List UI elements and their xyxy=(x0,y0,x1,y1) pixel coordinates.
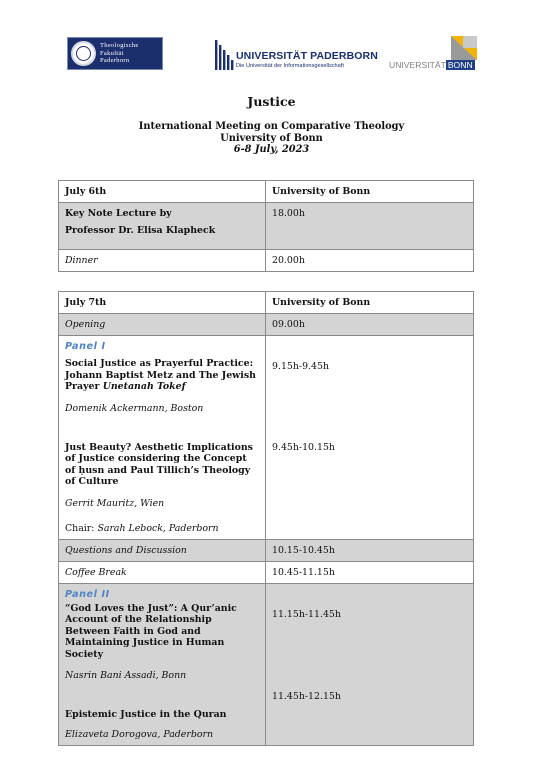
venue-header: University of Bonn xyxy=(266,181,474,203)
keynote-label: Key Note Lecture by xyxy=(65,208,172,219)
panel-1-label: Panel I xyxy=(65,341,106,352)
paderborn-university-logo xyxy=(212,38,378,73)
day-header: July 7th xyxy=(59,292,266,314)
table-header-row xyxy=(59,292,474,314)
table-row xyxy=(59,250,474,272)
keynote-cell xyxy=(59,203,266,250)
bonn-university-logo xyxy=(389,36,477,72)
panel-2-talk-2-time: 11.45h-12.15h xyxy=(272,690,341,702)
table-row xyxy=(59,583,474,745)
panel-1-talk-1-speaker: Domenik Ackermann, Boston xyxy=(65,402,204,414)
panel-2-times xyxy=(266,583,474,745)
paderborn-mark-icon xyxy=(212,38,234,72)
panel-2-talk-1-time: 11.15h-11.45h xyxy=(272,608,341,620)
panel-1-times xyxy=(266,336,474,540)
coffee-break-time: 10.45-11.15h xyxy=(266,561,474,583)
panel-2-talk-1-speaker: Nasrin Bani Assadi, Bonn xyxy=(65,670,187,681)
seal-icon xyxy=(71,41,96,66)
event-venue: University of Bonn xyxy=(220,132,323,144)
opening-time: 09.00h xyxy=(266,314,474,336)
opening-label: Opening xyxy=(59,314,266,336)
day-header: July 6th xyxy=(59,181,266,203)
schedule-day2-table xyxy=(58,291,474,746)
panel-2-cell xyxy=(59,583,266,745)
panel-1-talk-2-time: 9.45h-10.15h xyxy=(272,442,335,453)
event-name: International Meeting on Comparative Theology xyxy=(138,121,405,132)
page-title: Justice xyxy=(247,94,296,109)
dinner-label: Dinner xyxy=(59,250,266,272)
discussion-label: Questions and Discussion xyxy=(59,539,266,561)
panel-2-talk-2-speaker: Elizaveta Dorogova, Paderborn xyxy=(65,728,213,740)
panel-1-cell xyxy=(59,336,266,540)
theology-faculty-logo xyxy=(67,37,163,70)
table-row xyxy=(59,336,474,540)
theology-faculty-text: Theologische Fakultät Paderborn xyxy=(100,42,139,65)
table-row xyxy=(59,561,474,583)
panel-1-talk-1-time: 9.15h-9.45h xyxy=(272,361,329,372)
dinner-time: 20.00h xyxy=(266,250,474,272)
panel-1-talk-2-title: Just Beauty? Aesthetic Implications of Justice considering the Concept of ḥusn and Paul Tillich’s Theology of Culture xyxy=(65,441,253,487)
table-row xyxy=(59,314,474,336)
bonn-mark-icon xyxy=(451,36,477,60)
panel-2-talk-1-title: “God Loves the Just”: A Qur’anic Account of the Relationship Between Faith in God and Maintaining Justice in Human Society xyxy=(65,602,237,660)
table-header-row xyxy=(59,181,474,203)
panel-2-label: Panel II xyxy=(65,588,110,600)
keynote-speaker: Professor Dr. Elisa Klapheck xyxy=(65,225,216,236)
paderborn-university-name: UNIVERSITÄT PADERBORN xyxy=(236,50,378,62)
logo-bar xyxy=(0,0,543,80)
table-row xyxy=(59,203,474,250)
event-dates: 6-8 July, 2023 xyxy=(233,144,310,156)
panel-1-talk-1-title: Social Justice as Prayerful Practice: Johann Baptist Metz and The Jewish Prayer Unetanah Tokef xyxy=(65,358,256,392)
paderborn-university-tagline: Die Universität der Informationsgesellschaft xyxy=(236,63,344,69)
panel-1-chair: Chair: Sarah Lebock, Paderborn xyxy=(65,522,219,534)
coffee-break-label: Coffee Break xyxy=(59,561,266,583)
schedule-day1-table xyxy=(58,180,474,272)
bonn-university-wordmark: UNIVERSITÄT BONN xyxy=(389,60,473,70)
table-row xyxy=(59,539,474,561)
panel-1-talk-2-speaker: Gerrit Mauritz, Wien xyxy=(65,497,165,509)
panel-2-talk-2-title: Epistemic Justice in the Quran xyxy=(65,709,227,720)
discussion-time: 10.15-10.45h xyxy=(266,539,474,561)
venue-header: University of Bonn xyxy=(266,292,474,314)
event-subtitle xyxy=(0,121,543,156)
keynote-time: 18.00h xyxy=(266,203,474,250)
